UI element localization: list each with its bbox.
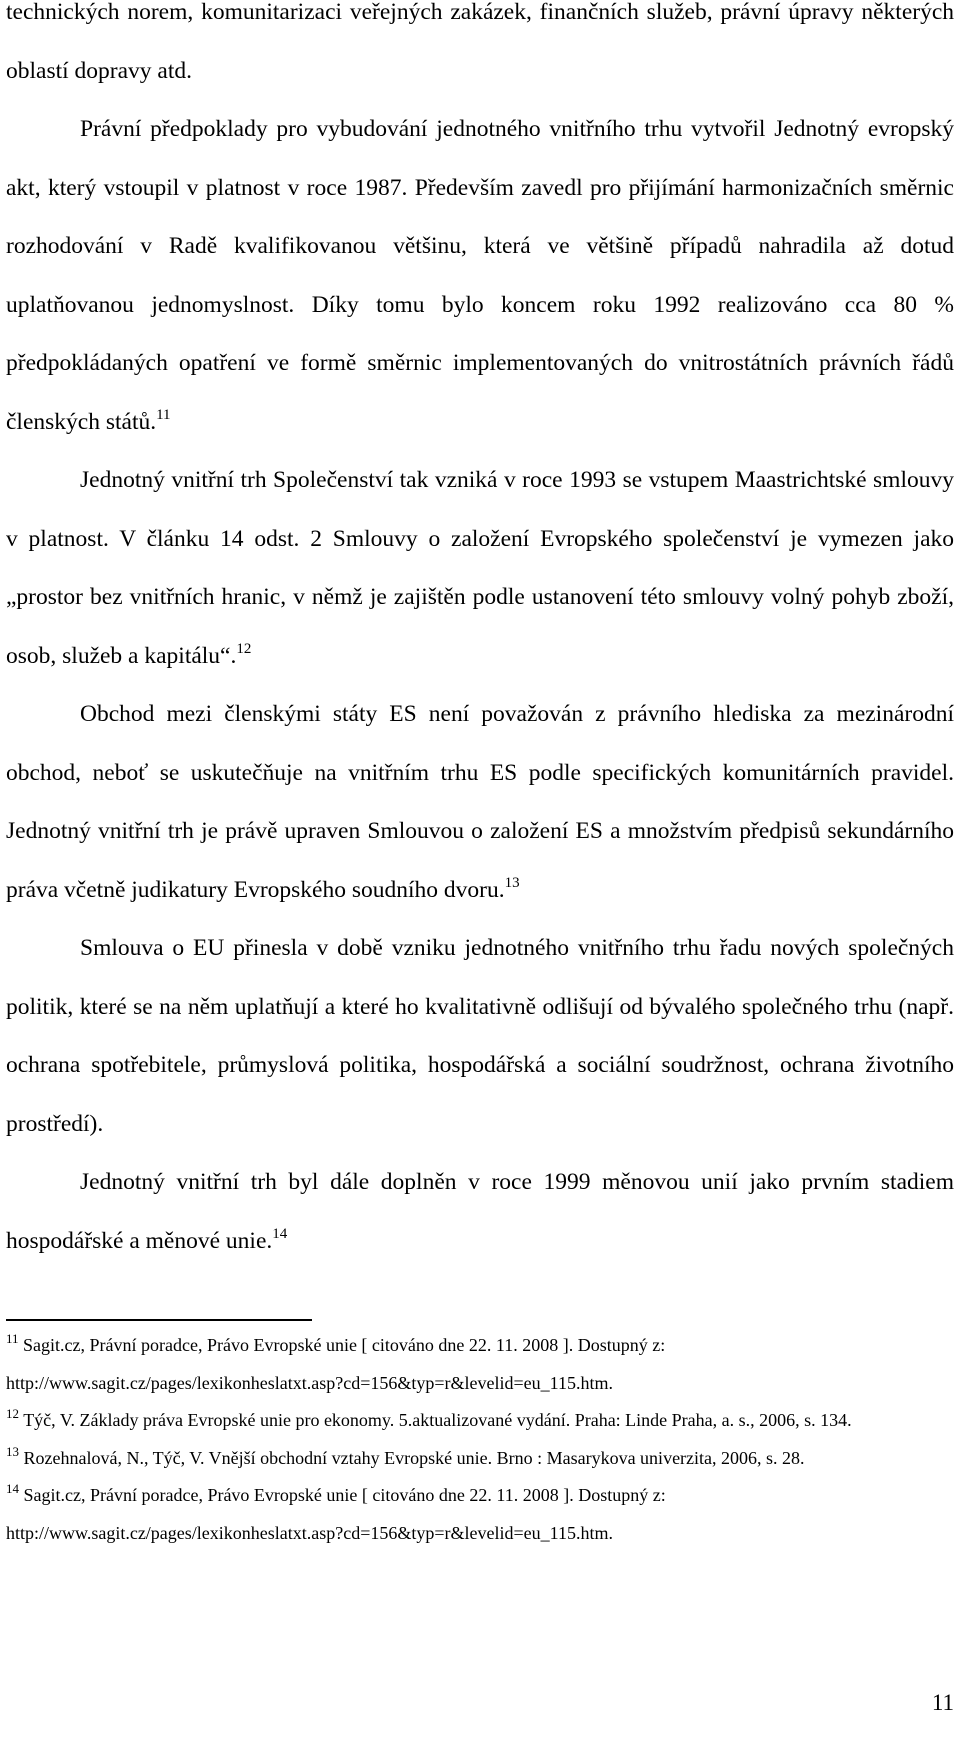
body-text <box>6 0 954 1270</box>
paragraph-legal-prerequisites <box>6 100 954 451</box>
footnote-text[interactable]: Sagit.cz, Právní poradce, Právo Evropské unie [ citováno dne 22. 11. 2008 ]. Dostupný z: http://www.sagit.cz/pages/lexikonheslatxt.asp?cd=156&typ=r&levelid=eu_115.htm. <box>6 1335 666 1393</box>
footnote-text: Rozehnalová, N., Týč, V. Vnější obchodní vztahy Evropské unie. Brno : Masarykova univerzita, 2006, s. 28. <box>23 1447 805 1468</box>
footnote-number: 14 <box>6 1481 19 1497</box>
paragraph-text: Právní předpoklady pro vybudování jednotného vnitřního trhu vytvořil Jednotný evropský akt, který vstoupil v platnost v roce 1987. Především zavedl pro přijímání harmonizačních směrnic rozhodování v Radě kvalifikovanou většinu, která ve většině případů nahradila až dotud uplatňovanou jednomyslnost. Díky tomu bylo koncem roku 1992 realizováno cca 80 % předpokládaných opatření ve formě směrnic implementovaných do vnitrostátních právních řádů členských států. <box>6 116 954 435</box>
footnote-11 <box>6 1327 954 1402</box>
footnote-number: 12 <box>6 1406 19 1422</box>
footnote-number: 13 <box>6 1443 19 1459</box>
paragraph-trade-between-states <box>6 685 954 919</box>
footnote-reference[interactable]: 14 <box>272 1225 288 1242</box>
paragraph-eu-treaty-policies <box>6 919 954 1153</box>
paragraph-monetary-union <box>6 1153 954 1270</box>
paragraph-text: Obchod mezi členskými státy ES není považován z právního hlediska za mezinárodní obchod, neboť se uskutečňuje na vnitřním trhu ES podle specifických komunitárních pravidel. Jednotný vnitřní trh je právě upraven Smlouvou o založení ES a množstvím předpisů sekundárního práva včetně judikatury Evropského soudního dvoru. <box>6 701 954 903</box>
paragraph-continuation <box>6 0 954 100</box>
footnote-reference[interactable]: 11 <box>156 406 171 423</box>
paragraph-text: Jednotný vnitřní trh Společenství tak vzniká v roce 1993 se vstupem Maastrichtské smlouvy v platnost. V článku 14 odst. 2 Smlouvy o založení Evropského společenství je vymezen jako „prostor bez vnitřních hranic, v němž je zajištěn podle ustanovení této smlouvy volný pohyb zboží, osob, služeb a kapitálu“. <box>6 467 954 669</box>
footnote-13 <box>6 1440 954 1478</box>
paragraph-single-market-1993 <box>6 451 954 685</box>
footnote-text[interactable]: Sagit.cz, Právní poradce, Právo Evropské unie [ citováno dne 22. 11. 2008 ]. Dostupný z: http://www.sagit.cz/pages/lexikonheslatxt.asp?cd=156&typ=r&levelid=eu_115.htm. <box>6 1485 666 1543</box>
footnote-number: 11 <box>6 1331 19 1346</box>
paragraph-text: Smlouva o EU přinesla v době vzniku jednotného vnitřního trhu řadu nových společných politik, které se na něm uplatňují a které ho kvalitativně odlišují od bývalého společného trhu (např. ochrana spotřebitele, průmyslová politika, hospodářská a sociální soudržnost, ochrana životního prostředí). <box>6 935 954 1137</box>
footnote-12 <box>6 1402 954 1440</box>
footnote-reference[interactable]: 13 <box>504 874 520 891</box>
document-page <box>6 0 954 1270</box>
footnote-text: Týč, V. Základy práva Evropské unie pro ekonomy. 5.aktualizované vydání. Praha: Linde Praha, a. s., 2006, s. 134. <box>23 1410 852 1431</box>
footnote-separator <box>6 1319 312 1321</box>
footnote-reference[interactable]: 12 <box>236 640 252 657</box>
footnotes <box>6 1327 954 1553</box>
page-number: 11 <box>931 1690 954 1715</box>
footnote-14 <box>6 1477 954 1552</box>
paragraph-text: technických norem, komunitarizaci veřejných zakázek, finančních služeb, právní úpravy některých oblastí dopravy atd. <box>6 0 954 84</box>
paragraph-text: Jednotný vnitřní trh byl dále doplněn v roce 1999 měnovou unií jako prvním stadiem hospodářské a měnové unie. <box>6 1169 954 1254</box>
